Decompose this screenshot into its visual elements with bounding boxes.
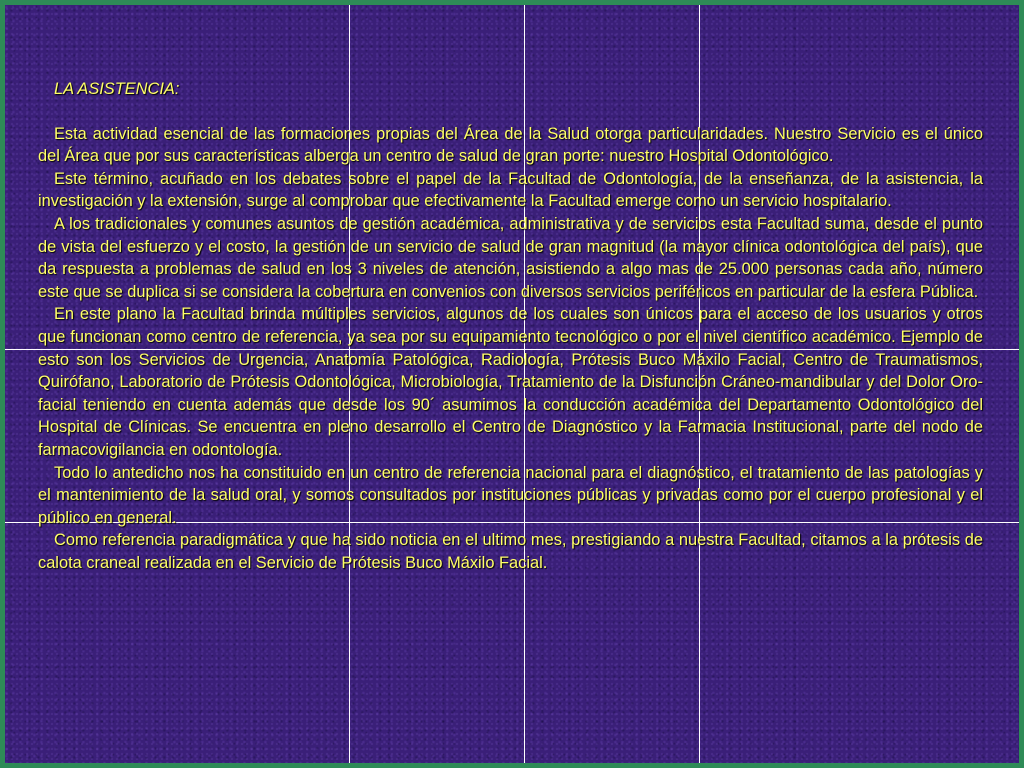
paragraph: Como referencia paradigmática y que ha sido noticia en el ultimo mes, prestigiando a nuestra Facultad, citamos a la prótesis de calota craneal realizada en el Servicio de Prótesis Buco Máxilo Facial. bbox=[38, 531, 983, 572]
paragraph: En este plano la Facultad brinda múltiples servicios, algunos de los cuales son únicos para el acceso de los usuarios y otros que funcionan como centro de referencia, ya sea por su equipamiento tecnológico o por el nivel científico académico. Ejemplo de esto son los Servicios de Urgencia, Anatomía Patológica, Radiología, Prótesis Buco Máxilo Facial, Centro de Traumatismos, Quirófano, Laboratorio de Prótesis Odontológica, Microbiología, Tratamiento de la Disfunción Cráneo-mandibular y del Dolor Oro-facial teniendo en cuenta además que desde los 90´ asumimos la conducción académica del Departamento Odontológico del Hospital de Clínicas. Se encuentra en pleno desarrollo el Centro de Diagnóstico y la Farmacia Institucional, parte del nodo de farmacovigilancia en odontología. bbox=[38, 305, 983, 459]
paragraph: Este término, acuñado en los debates sobre el papel de la Facultad de Odontología, de la enseñanza, de la asistencia, la investigación y la extensión, surge al comprobar que efectivamente la Facultad emerge como un servicio hospitalario. bbox=[38, 169, 983, 211]
paragraph: A los tradicionales y comunes asuntos de gestión académica, administrativa y de servicios esta Facultad suma, desde el punto de vista del esfuerzo y el costo, la gestión de un servicio de salud de gran magnitud (la mayor clínica odontológica del país), que da respuesta a problemas de salud en los 3 niveles de atención, asistiendo a algo mas de 25.000 personas cada año, número este que se duplica si se considera la cobertura en convenios con diversos servicios periféricos en particular de la esfera Pública. bbox=[38, 214, 983, 301]
slide bbox=[5, 5, 1019, 763]
paragraph: Esta actividad esencial de las formaciones propias del Área de la Salud otorga particularidades. Nuestro Servicio es el único del Área que por sus características alberga un centro de salud de gran porte: nuestro Hospital Odontológico. bbox=[38, 124, 983, 166]
slide-content bbox=[38, 78, 983, 574]
slide-title: LA ASISTENCIA: bbox=[54, 80, 180, 98]
paragraph: Todo lo antedicho nos ha constituido en un centro de referencia nacional para el diagnóstico, el tratamiento de las patologías y el mantenimiento de la salud oral, y somos consultados por instituciones públicas y privadas como por el cuerpo profesional y el público en general. bbox=[38, 463, 983, 527]
